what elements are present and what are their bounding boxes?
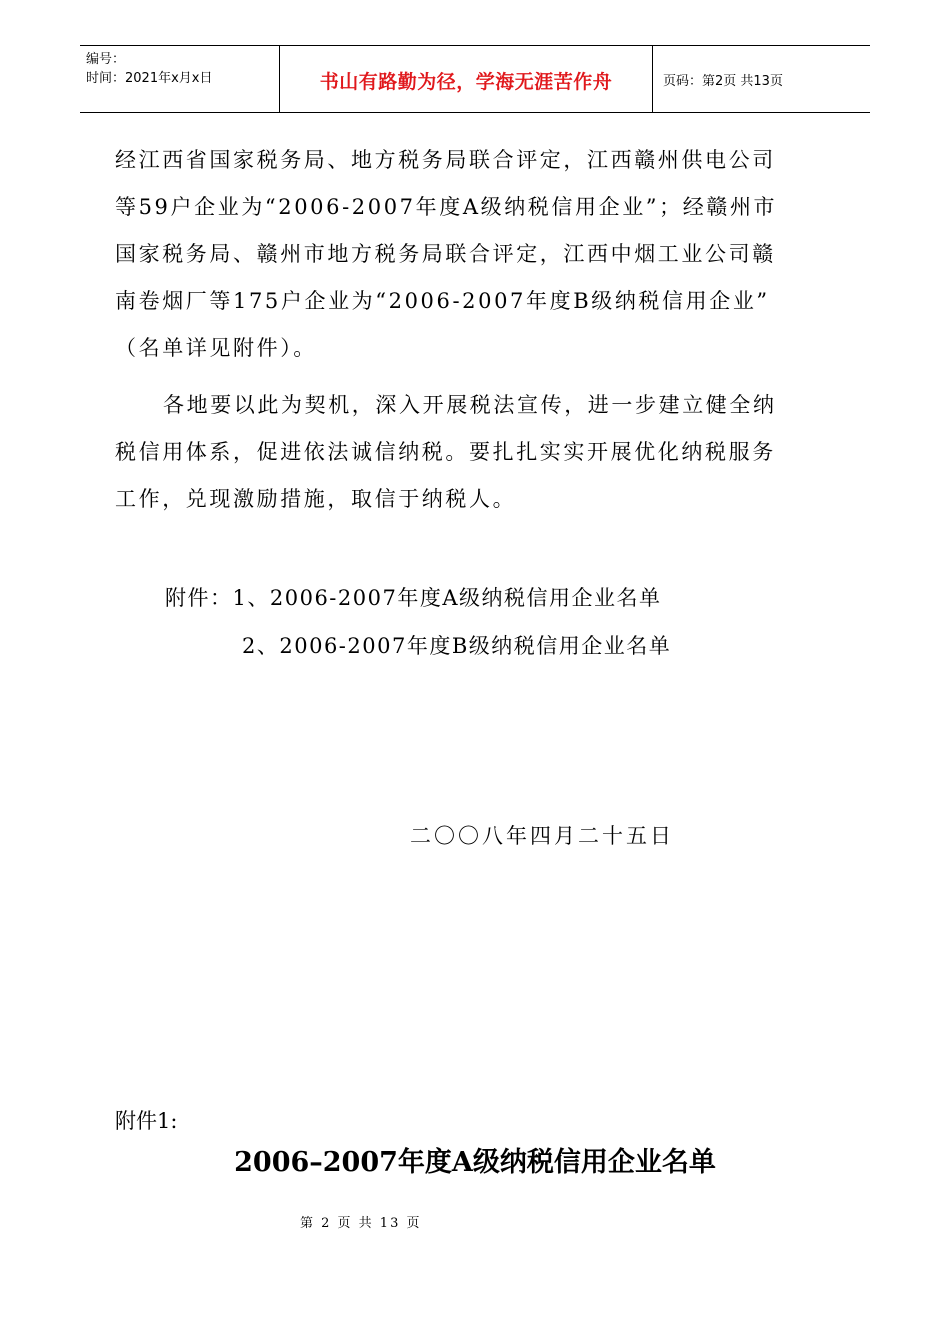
paragraph-2-line: 税信用体系，促进依法诚信纳税。要扎扎实实开展优化纳税服务 (115, 440, 776, 464)
attachment-2: 2、2006-2007年度B级纳税信用企业名单 (242, 634, 672, 658)
paragraph-2 (115, 382, 845, 523)
paragraph-1-line: 国家税务局、赣州市地方税务局联合评定，江西中烟工业公司赣 (115, 242, 776, 266)
document-date: 二〇〇八年四月二十五日 (410, 824, 674, 848)
header-page-info: 页码：第2页 共13页 (663, 73, 783, 89)
document-header (80, 45, 870, 113)
appendix-title: 2006–2007年度A级纳税信用企业名单 (234, 1147, 716, 1178)
paragraph-2-line: 工作，兑现激励措施，取信于纳税人。 (115, 487, 517, 511)
paragraph-2-line: 各地要以此为契机，深入开展税法宣传，进一步建立健全纳 (163, 393, 777, 417)
page-footer: 第 2 页 共 13 页 (300, 1216, 422, 1231)
attachment-1: 附件：1、2006-2007年度A级纳税信用企业名单 (165, 586, 662, 610)
paragraph-1 (115, 137, 845, 372)
header-meta (80, 46, 280, 112)
appendix-label: 附件1: (115, 1109, 178, 1133)
paragraph-1-line: 南卷烟厂等175户企业为“2006-2007年度B级纳税信用企业” (115, 289, 770, 313)
paragraph-1-line: （名单详见附件）。 (115, 336, 317, 360)
time-label: 时间：2021年x月x日 (86, 71, 213, 86)
paragraph-1-line: 等59户企业为“2006-2007年度A级纳税信用企业”；经赣州市 (115, 195, 778, 219)
serial-label: 编号： (86, 52, 126, 67)
header-motto: 书山有路勤为径，学海无涯苦作舟 (280, 46, 653, 112)
paragraph-1-line: 经江西省国家税务局、地方税务局联合评定，江西赣州供电公司 (115, 148, 776, 172)
